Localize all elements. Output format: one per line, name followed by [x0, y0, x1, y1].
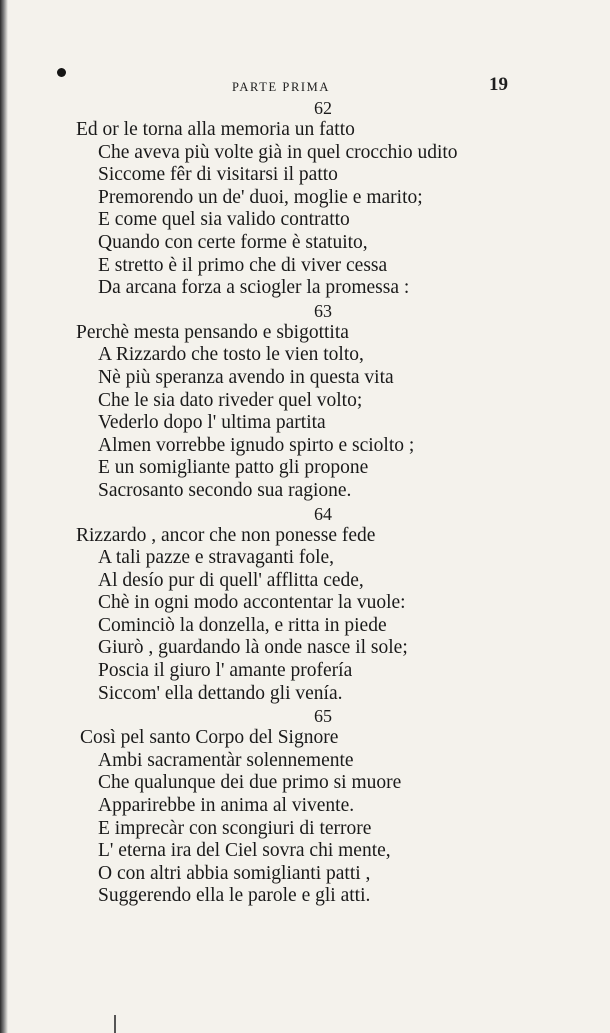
verse-line: Ambi sacramentàr solennemente	[98, 749, 354, 771]
verse-line: Suggerendo ella le parole e gli atti.	[98, 885, 371, 907]
ink-dot	[57, 68, 66, 77]
verse-line: Cominciò la donzella, e ritta in piede	[98, 614, 387, 636]
verse-line: A tali pazze e stravaganti fole,	[98, 547, 335, 569]
verse-line: E imprecàr con scongiuri di terrore	[98, 817, 372, 839]
stanza-number: 65	[314, 706, 332, 727]
stanza-lines	[0, 119, 610, 300]
verse-line: Almen vorrebbe ignudo spirto e sciolto ;	[98, 434, 415, 456]
bottom-margin-mark	[114, 1015, 116, 1033]
stanza-63	[0, 300, 610, 503]
verse-line: Sacrosanto secondo sua ragione.	[98, 479, 352, 501]
verse-line: L' eterna ira del Ciel sovra chi mente,	[98, 840, 391, 862]
verse-line: O con altri abbia somiglianti patti ,	[98, 862, 371, 884]
stanza-lines	[0, 727, 610, 908]
verse-line: Perchè mesta pensando e sbigottita	[76, 321, 349, 343]
verse-line: Premorendo un de' duoi, moglie e marito;	[98, 186, 423, 208]
verse-line: Ed or le torna alla memoria un fatto	[76, 119, 355, 140]
page-number: 19	[489, 74, 508, 95]
verse-line: Poscia il giuro l' amante profería	[98, 660, 353, 682]
running-head: PARTE PRIMA	[232, 80, 331, 94]
stanza-62	[0, 97, 610, 300]
verse-line: Quando con certe forme è statuito,	[98, 231, 368, 253]
stanza-number: 62	[314, 98, 332, 118]
stanza-lines	[0, 525, 610, 706]
verse-line: Apparirebbe in anima al vivente.	[98, 795, 355, 817]
verse-line: Giurò , guardando là onde nasce il sole;	[98, 637, 408, 659]
verse-line: Al desío pur di quell' afflitta cede,	[98, 569, 364, 591]
verse-line: Chè in ogni modo accontentar la vuole:	[98, 592, 406, 614]
verse-line: E un somigliante patto gli propone	[98, 457, 369, 479]
stanza-number: 64	[314, 503, 332, 524]
poem-body	[0, 97, 610, 908]
verse-line: A Rizzardo che tosto le vien tolto,	[98, 344, 364, 366]
verse-line: Vederlo dopo l' ultima partita	[98, 412, 326, 434]
stanza-lines	[0, 322, 610, 503]
stanza-number: 63	[314, 300, 332, 321]
verse-line: Siccome fêr di visitarsi il patto	[98, 164, 338, 186]
stanza-65	[0, 705, 610, 908]
verse-line: Da arcana forza a sciogler la promessa :	[98, 277, 410, 299]
verse-line: Che le sia dato riveder quel volto;	[98, 389, 363, 411]
verse-line: Che aveva più volte già in quel crocchio udito	[98, 141, 458, 163]
verse-line: E stretto è il primo che di viver cessa	[98, 254, 388, 276]
stanza-64	[0, 503, 610, 706]
verse-line: Rizzardo , ancor che non ponesse fede	[76, 524, 376, 546]
verse-line: Siccom' ella dettando gli venía.	[98, 682, 343, 704]
verse-line: Nè più speranza avendo in questa vita	[98, 366, 394, 388]
verse-line: Così pel santo Corpo del Signore	[80, 727, 339, 749]
verse-line: Che qualunque dei due primo si muore	[98, 772, 402, 794]
verse-line: E come quel sia valido contratto	[98, 209, 350, 231]
